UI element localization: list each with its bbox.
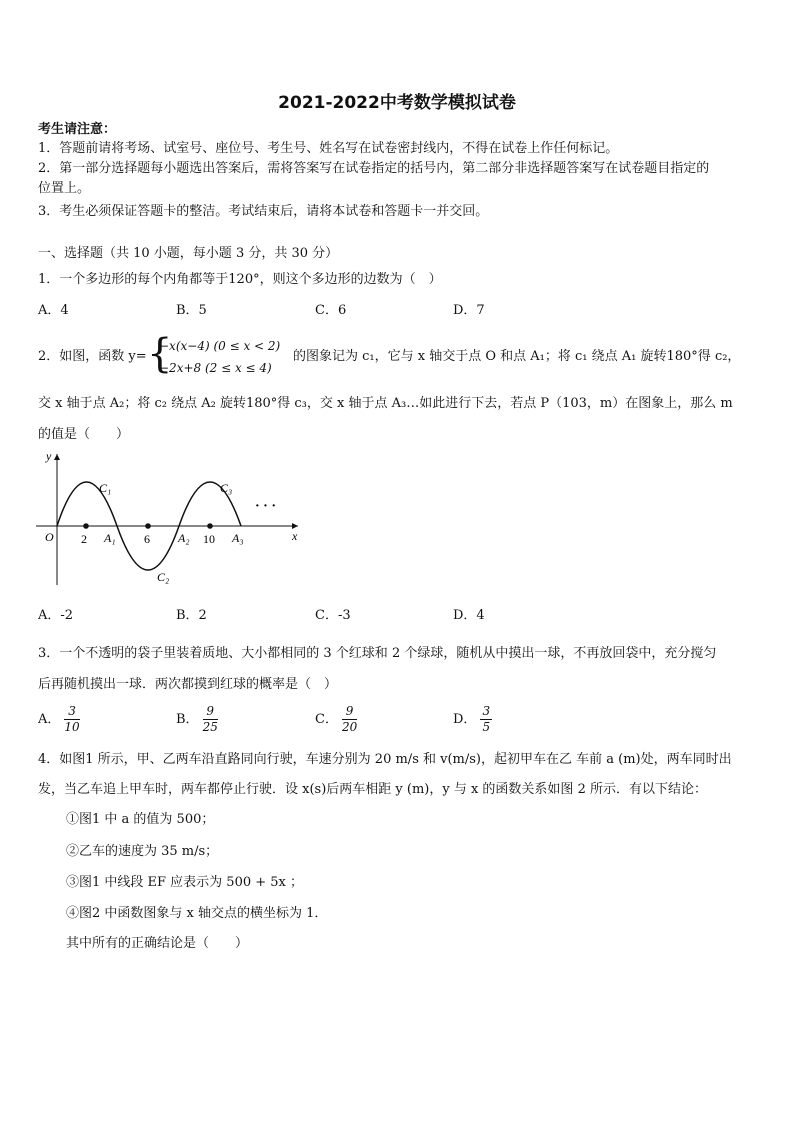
- q3-option-d: [453, 704, 492, 735]
- curve-label: C₃: [220, 481, 233, 495]
- piecewise-brace: {: [147, 331, 173, 377]
- fraction-numerator: 3: [64, 704, 79, 720]
- fraction-numerator: 3: [482, 704, 491, 718]
- fraction: [342, 704, 357, 735]
- ellipsis: · · ·: [255, 499, 277, 514]
- fraction-denominator: 25: [202, 720, 218, 734]
- curve-label: C₂: [157, 570, 170, 584]
- option-label: C．: [315, 712, 338, 727]
- fraction-denominator: 20: [341, 720, 358, 734]
- notice-item: 2．第一部分选择题每小题选出答案后，需将答案写在试卷指定的括号内，第二部分非选择题答案写在试卷题目指定的: [38, 161, 710, 176]
- fraction-numerator: 9: [203, 704, 218, 720]
- point-label: A₂: [178, 531, 190, 545]
- page-title: 2021-2022中考数学模拟试卷: [278, 93, 516, 113]
- tick-dot: [207, 523, 213, 529]
- tick-label: 2: [81, 532, 87, 546]
- option-label: B．: [176, 712, 199, 727]
- origin-label: O: [45, 530, 54, 544]
- point-label: A₁: [104, 531, 116, 545]
- y-axis-label: y: [46, 450, 52, 463]
- q1-option-b: B．5: [176, 303, 207, 318]
- x-axis-label: x: [292, 529, 298, 543]
- q2-option-b: B．2: [176, 608, 207, 623]
- question-2-suffix: 的图象记为 c₁，它与 x 轴交于点 O 和点 A₁；将 c₁ 绕点 A₁ 旋转180°得 c₂，: [293, 349, 741, 364]
- q3-option-b: [176, 704, 218, 735]
- notice-heading: 考生请注意：: [38, 122, 117, 137]
- option-label: A．: [38, 712, 61, 727]
- question-3-line-1: 3．一个不透明的袋子里装着质地、大小都相同的 3 个红球和 2 个绿球，随机从中摸出一球，不再放回袋中，充分搅匀: [38, 646, 717, 661]
- question-4-line-2: 发，当乙车追上甲车时，两车都停止行驶．设 x(s)后两车相距 y (m)，y 与 x 的函数关系如图 2 所示．有以下结论：: [38, 782, 707, 797]
- q1-option-d: D．7: [453, 303, 485, 318]
- q4-conclusion: ③图1 中线段 EF 应表示为 500 + 5x ；: [66, 875, 304, 890]
- question-2-line-3: 的值是（ ）: [38, 427, 130, 442]
- piecewise-line-1: −x(x−4) (0 ≤ x < 2): [159, 339, 281, 353]
- curve-label: C₁: [99, 481, 112, 495]
- fraction: [203, 704, 218, 735]
- section-heading: 一、选择题（共 10 小题，每小题 3 分，共 30 分）: [38, 246, 339, 261]
- q3-option-a: [38, 704, 80, 735]
- q1-option-c: C．6: [315, 303, 347, 318]
- q4-conclusion: ④图2 中函数图象与 x 轴交点的横坐标为 1．: [66, 906, 328, 921]
- tick-label: 6: [144, 532, 150, 546]
- fraction: [64, 704, 79, 735]
- tick-dot: [83, 523, 89, 529]
- notice-item: 1．答题前请将考场、试室号、座位号、考生号、姓名写在试卷密封线内，不得在试卷上作任何标记。: [38, 141, 619, 156]
- point-label: A₃: [232, 531, 244, 545]
- q4-conclusion: ①图1 中 a 的值为 500；: [66, 812, 215, 827]
- q3-option-c: [315, 704, 357, 735]
- question-3-line-2: 后再随机摸出一球．两次都摸到红球的概率是（ ）: [38, 677, 338, 692]
- option-label: D．: [453, 712, 477, 727]
- q2-option-c: C．-3: [315, 608, 351, 623]
- q4-conclusion: ②乙车的速度为 35 m/s；: [66, 844, 219, 859]
- tick-dot: [145, 523, 151, 529]
- question-4-ask: 其中所有的正确结论是（ ）: [66, 936, 249, 951]
- question-4-line-1: 4．如图1 所示，甲、乙两车沿直路同向行驶，车速分别为 20 m/s 和 v(m/s)，起初甲车在乙 车前 a (m)处，两车同时出: [38, 752, 732, 767]
- question-2-prefix: 2．如图，函数 y=: [38, 349, 147, 364]
- q2-option-d: D．4: [453, 608, 485, 623]
- q2-sine-figure: [36, 450, 306, 588]
- tick-label: 10: [203, 532, 215, 546]
- notice-item: 3．考生必须保证答题卡的整洁。考试结束后，请将本试卷和答题卡一并交回。: [38, 204, 489, 219]
- notice-item: 位置上。: [38, 181, 91, 196]
- fraction: [480, 704, 492, 735]
- question-2-line-2: 交 x 轴于点 A₂；将 c₂ 绕点 A₂ 旋转180°得 c₃，交 x 轴于点 A₃…如此进行下去，若点 P（103，m）在图象上，那么 m: [38, 396, 733, 411]
- fraction-denominator: 5: [482, 720, 491, 734]
- piecewise-line-2: −2x+8 (2 ≤ x ≤ 4): [159, 361, 272, 375]
- q1-option-a: A．4: [38, 303, 69, 318]
- fraction-numerator: 9: [342, 704, 357, 720]
- question-1-stem: 1．一个多边形的每个内角都等于120°，则这个多边形的边数为（ ）: [38, 272, 442, 287]
- fraction-denominator: 10: [64, 720, 80, 734]
- q2-option-a: A．-2: [38, 608, 74, 623]
